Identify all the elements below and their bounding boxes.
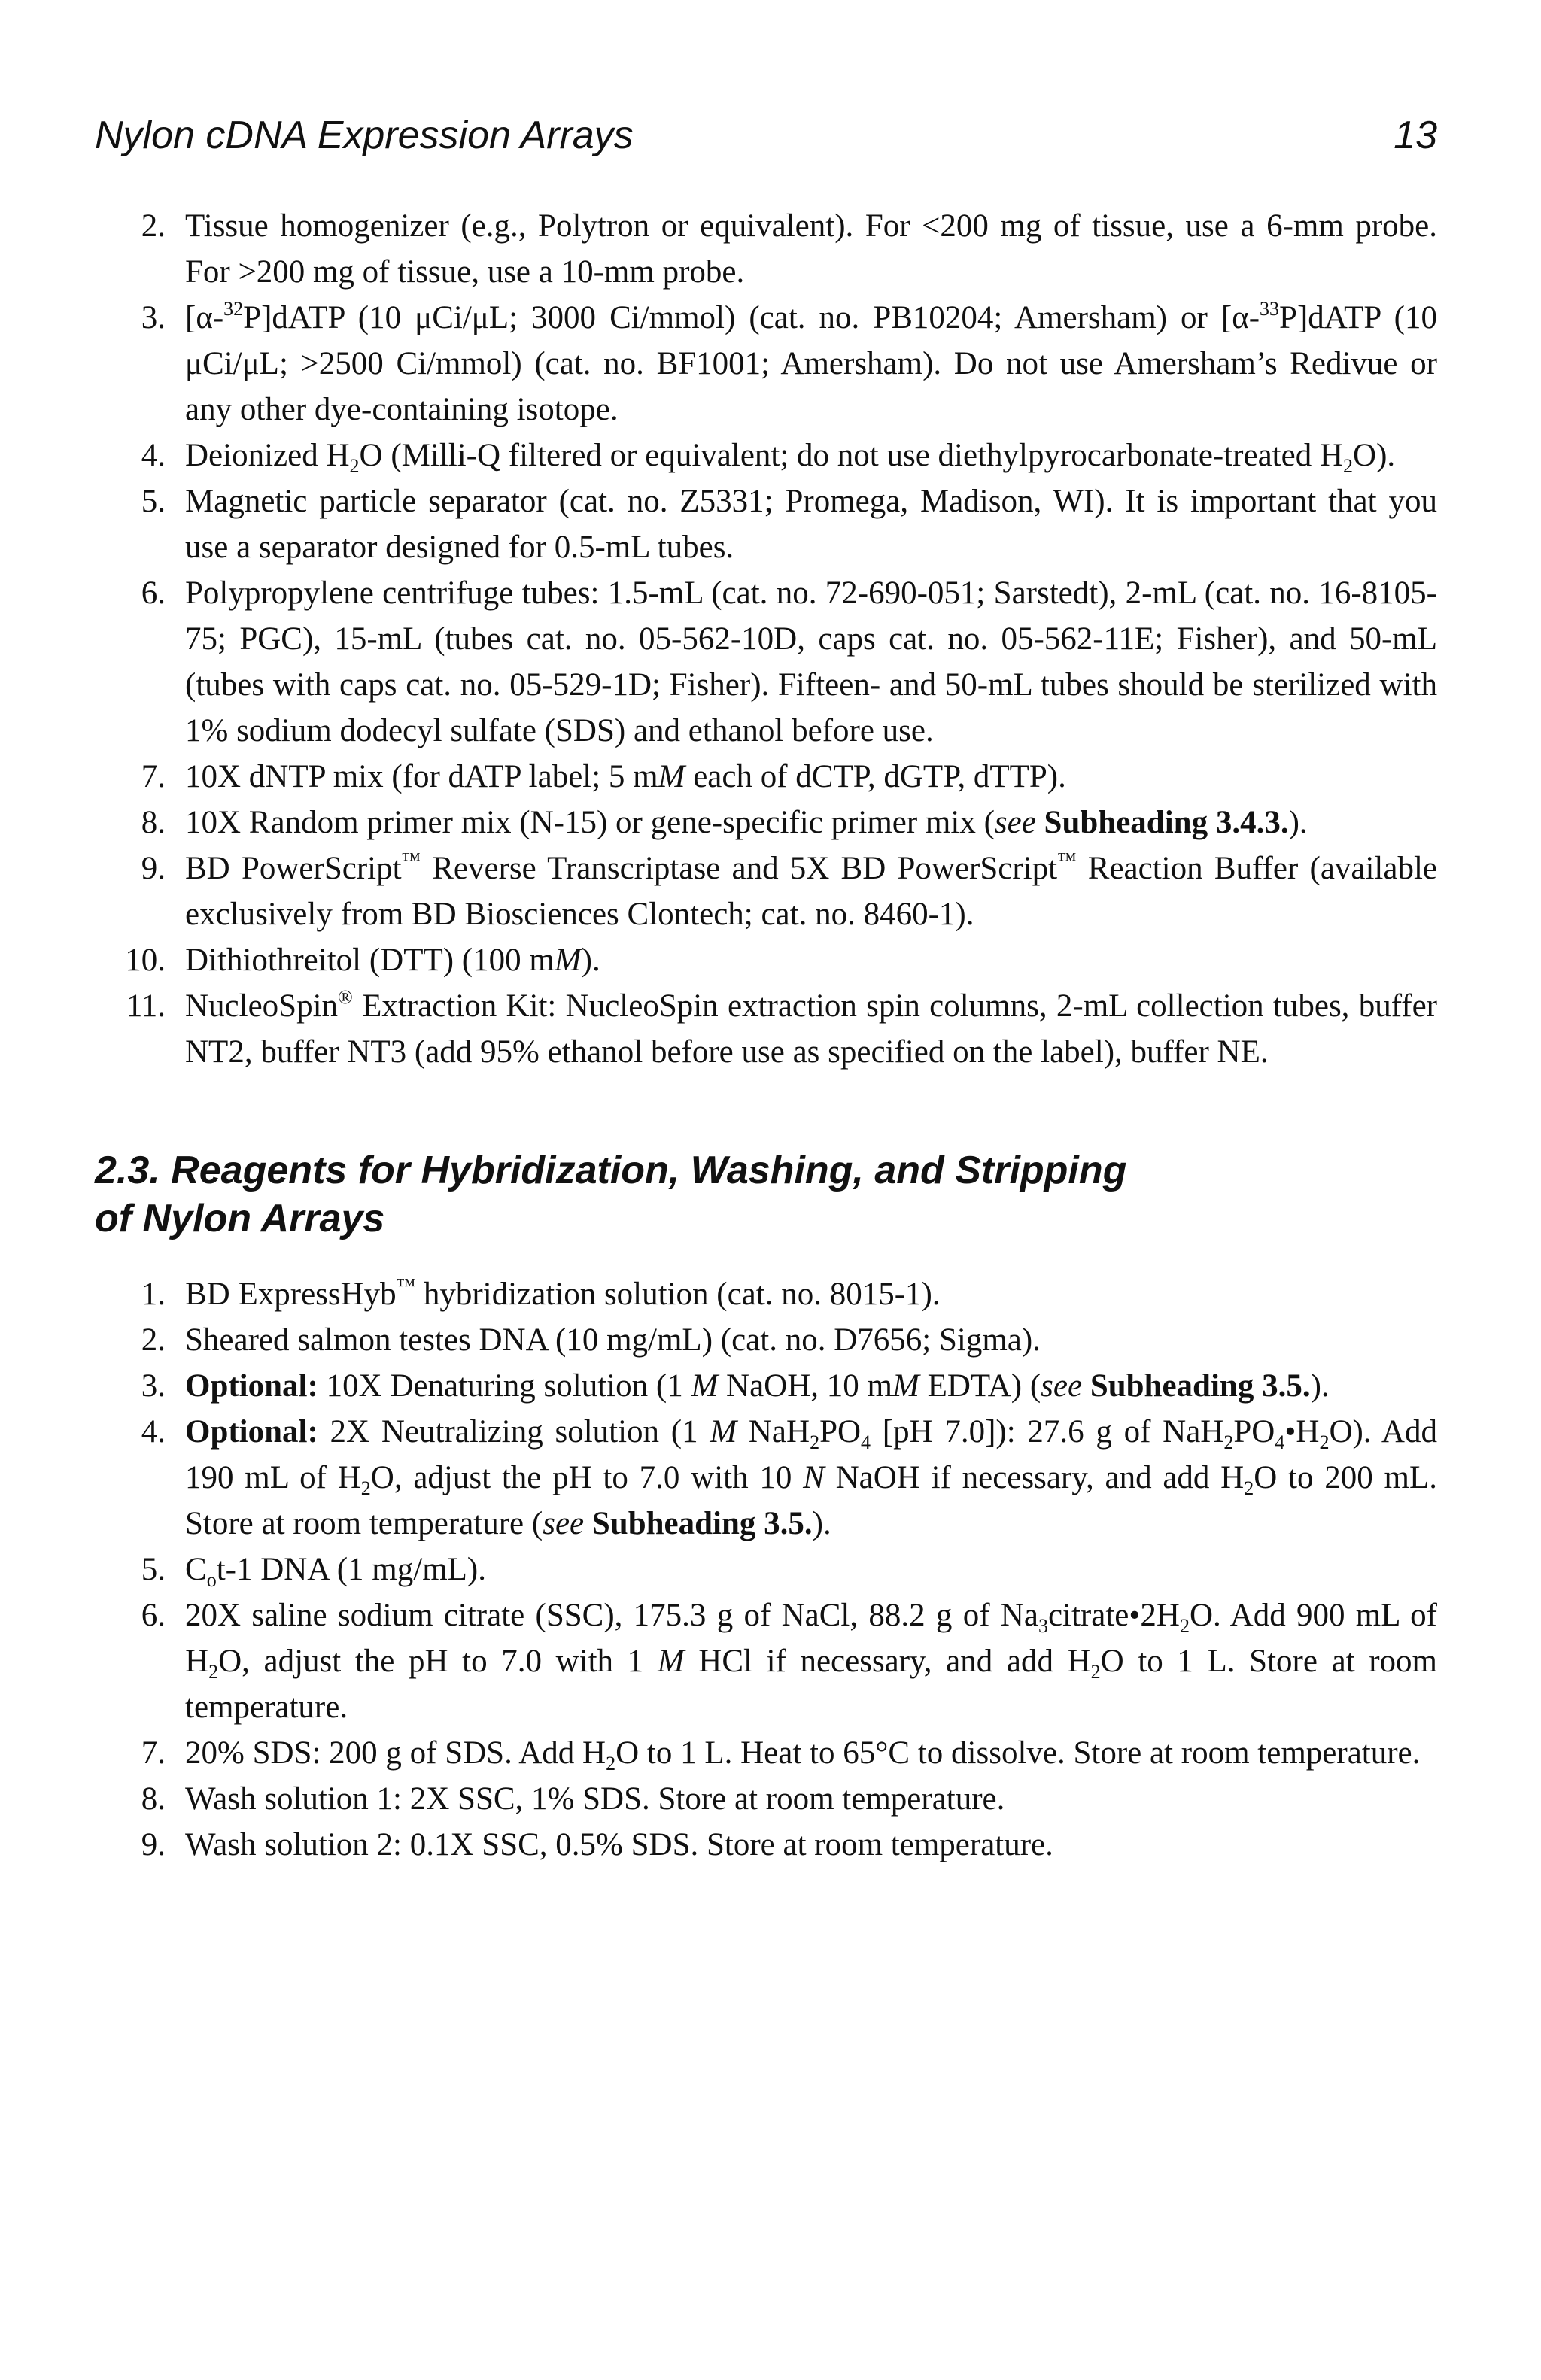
item-text: Wash solution 2: 0.1X SSC, 0.5% SDS. Store at room temperature. (185, 1827, 1053, 1862)
materials-list-item (113, 478, 1437, 570)
item-number: 1. (141, 1277, 166, 1312)
materials-list-item (113, 295, 1437, 433)
item-text: Tissue homogenizer (e.g., Polytron or equivalent). For <200 mg of tissue, use a 6-mm probe. For >200 mg of tissue, use a 10-mm probe. (185, 208, 1437, 290)
item-number: 5. (141, 484, 166, 519)
item-text: BD PowerScript™ Reverse Transcriptase and 5X BD PowerScript™ Reaction Buffer (available exclusively from BD Biosciences Clontech; cat. no. 8460-1). (185, 848, 1437, 932)
item-text: Optional: 10X Denaturing solution (1 M NaOH, 10 mM EDTA) (see Subheading 3.5.). (185, 1368, 1330, 1404)
reagents-list-item (113, 1317, 1437, 1363)
item-number: 2. (141, 1322, 166, 1358)
page-number: 13 (1394, 114, 1437, 157)
section-heading (95, 1146, 1329, 1243)
item-number: 6. (141, 1598, 166, 1633)
reagents-list-item (113, 1730, 1437, 1776)
item-number: 9. (141, 851, 166, 886)
item-number: 10. (125, 943, 166, 978)
item-text: Optional: 2X Neutralizing solution (1 M $NaH_2PO_4$ [pH 7.0]): 27.6 g of $NaH_2PO_4•H_2O$). Add 190 mL of $H_2O$, adjust the pH to 7.0 with 10 N NaOH if necessary, and add $H_2O$ to 200 mL. Store at room temperature (see Subheading 3.5.). (185, 1414, 1437, 1541)
item-number: 3. (141, 300, 166, 335)
item-number: 4. (141, 1414, 166, 1450)
item-number: 9. (141, 1827, 166, 1862)
item-number: 7. (141, 1735, 166, 1771)
item-text: [α-$^{32}$P]dATP (10 μCi/μL; 3000 Ci/mmol) (cat. no. PB10204; Amersham) or [α-$^{33}$P]dATP (10 μCi/μL; >2500 Ci/mmol) (cat. no. BF1001; Amersham). Do not use Amersham’s Redivue or any other dye-containing isotope. (185, 298, 1437, 427)
materials-list (113, 203, 1437, 1075)
running-head (95, 113, 1437, 158)
item-text: 20X saline sodium citrate (SSC), 175.3 g of NaCl, 88.2 g of $Na_3citrate•2H_2O$. Add 900 mL of $H_2O$, adjust the pH to 7.0 with 1 M HCl if necessary, and add $H_2O$ to 1 L. Store at room temperature. (185, 1598, 1438, 1725)
reagents-list-item (113, 1409, 1437, 1547)
item-text: BD ExpressHyb™ hybridization solution (cat. no. 8015-1). (185, 1274, 941, 1312)
item-number: 8. (141, 805, 166, 840)
materials-list-item (113, 937, 1437, 983)
item-text: Dithiothreitol (DTT) (100 mM). (185, 943, 600, 978)
section-heading-line-1: 2.3. Reagents for Hybridization, Washing, and Stripping (95, 1149, 1127, 1192)
item-text: NucleoSpin® Extraction Kit: NucleoSpin extraction spin columns, 2-mL collection tubes, buffer NT2, buffer NT3 (add 95% ethanol before use as specified on the label), buffer NE. (185, 986, 1437, 1070)
reagents-list-item (113, 1776, 1437, 1822)
reagents-list-item (113, 1363, 1437, 1409)
item-number: 3. (141, 1368, 166, 1404)
item-number: 8. (141, 1781, 166, 1817)
item-text: $C_ot-1$ DNA (1 mg/mL). (185, 1552, 486, 1591)
section-heading-line-2: of Nylon Arrays (95, 1197, 385, 1240)
materials-list-item (113, 800, 1437, 845)
materials-list-item (113, 203, 1437, 295)
item-text: 10X dNTP mix (for dATP label; 5 mM each of dCTP, dGTP, dTTP). (185, 759, 1066, 794)
item-text: Magnetic particle separator (cat. no. Z5331; Promega, Madison, WI). It is important that you use a separator designed for 0.5-mL tubes. (185, 484, 1437, 565)
reagents-list-item (113, 1271, 1437, 1317)
reagents-list-item (113, 1547, 1437, 1592)
item-text: Wash solution 1: 2X SSC, 1% SDS. Store at room temperature. (185, 1781, 1005, 1817)
materials-list-item (113, 845, 1437, 937)
item-number: 11. (126, 988, 166, 1024)
item-text: Polypropylene centrifuge tubes: 1.5-mL (cat. no. 72-690-051; Sarstedt), 2-mL (cat. no. 16-8105-75; PGC), 15-mL (tubes cat. no. 05-562-10D, caps cat. no. 05-562-11E; Fisher), and 50-mL (tubes with caps cat. no. 05-529-1D; Fisher). Fifteen- and 50-mL tubes should be sterilized with 1% sodium dodecyl sulfate (SDS) and ethanol before use. (185, 575, 1437, 748)
reagents-list (113, 1271, 1437, 1868)
materials-list-item (113, 433, 1437, 478)
item-number: 7. (141, 759, 166, 794)
item-text: 10X Random primer mix (N-15) or gene-specific primer mix (see Subheading 3.4.3.). (185, 805, 1308, 840)
item-number: 6. (141, 575, 166, 611)
page-body (95, 203, 1438, 1868)
reagents-list-item (113, 1822, 1437, 1868)
item-number: 2. (141, 208, 166, 244)
item-text: Sheared salmon testes DNA (10 mg/mL) (cat. no. D7656; Sigma). (185, 1322, 1041, 1358)
running-title: Nylon cDNA Expression Arrays (95, 114, 634, 157)
reagents-list-item (113, 1592, 1437, 1730)
item-number: 4. (141, 438, 166, 473)
materials-list-item (113, 570, 1437, 754)
materials-list-item (113, 983, 1437, 1075)
item-number: 5. (141, 1552, 166, 1587)
materials-list-item (113, 754, 1437, 800)
item-text: 20% SDS: 200 g of SDS. Add $H_2O$ to 1 L. Heat to 65°C to dissolve. Store at room temperature. (185, 1735, 1421, 1774)
item-text: Deionized $H_2O$ (Milli-Q filtered or equivalent; do not use diethylpyrocarbonate-treated $H_2O$). (185, 438, 1396, 477)
